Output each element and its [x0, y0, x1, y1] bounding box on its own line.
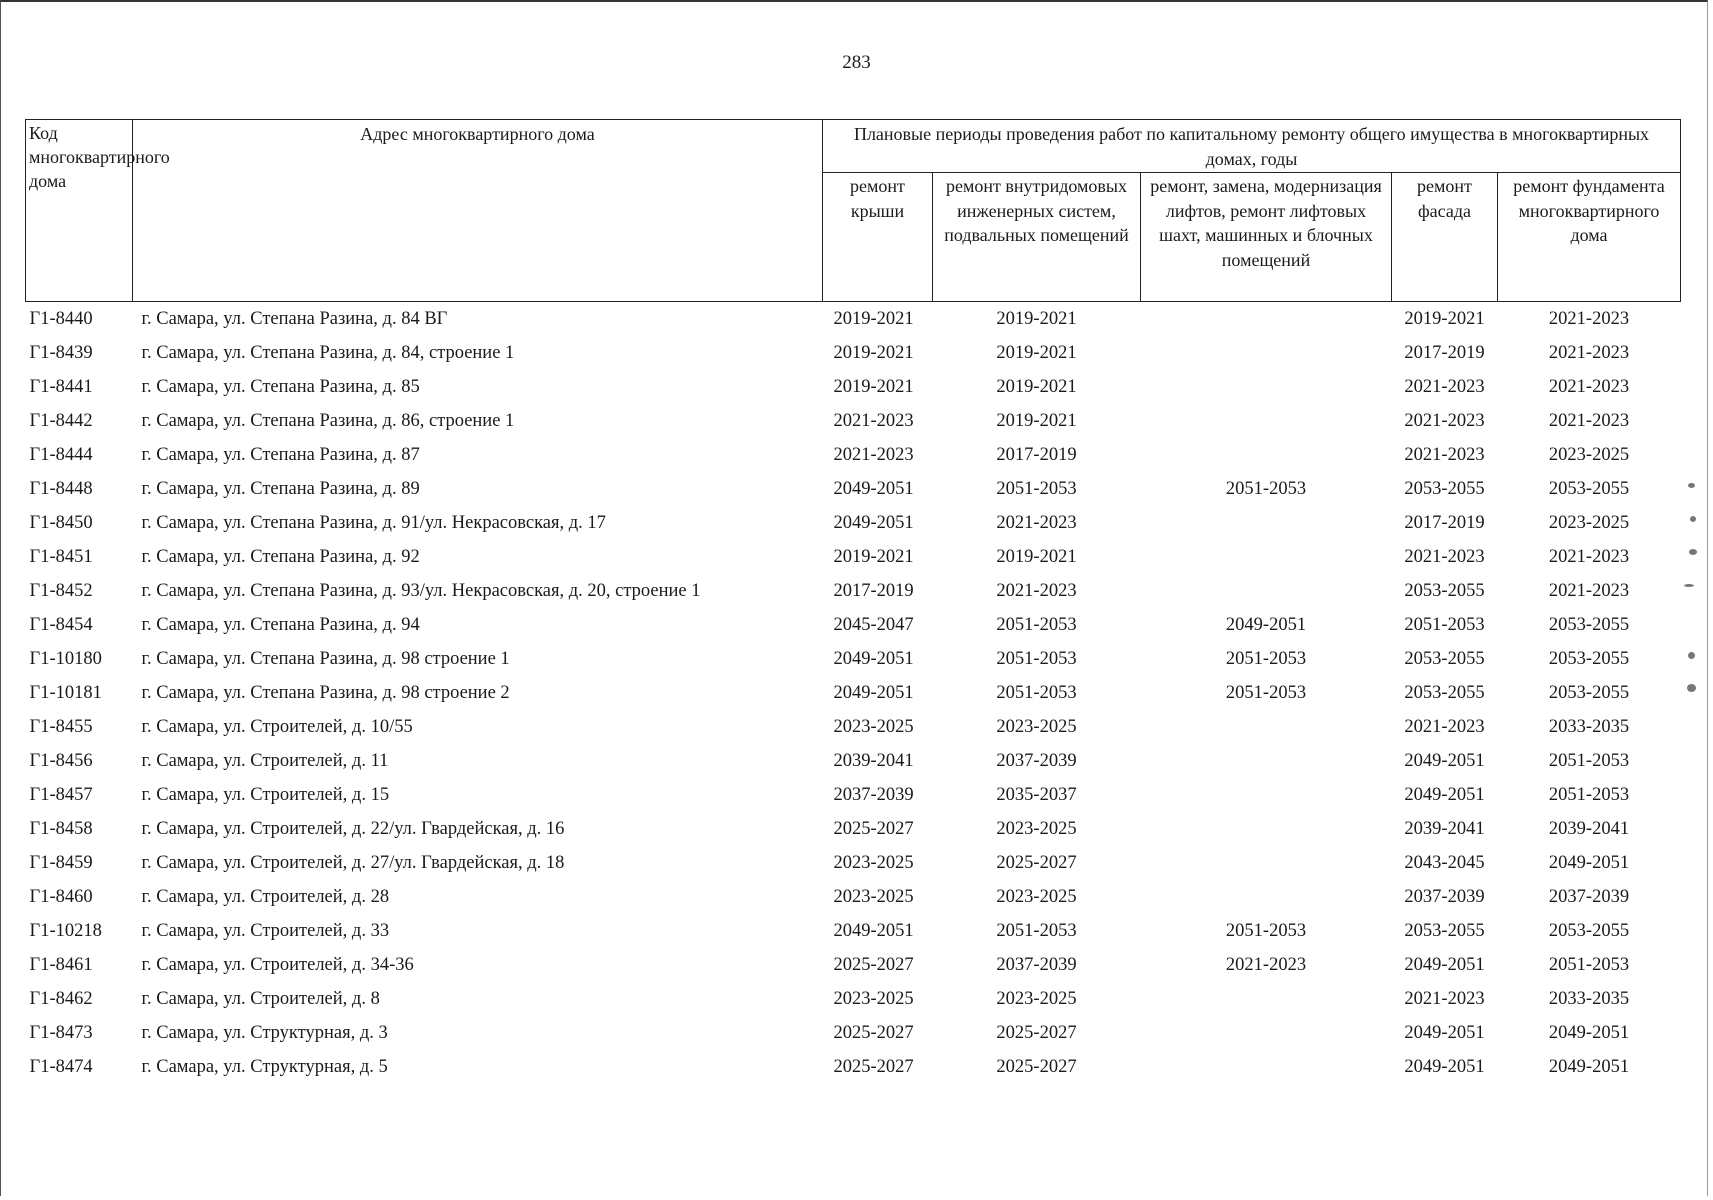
table-row — [26, 744, 1681, 778]
table-row — [26, 948, 1681, 982]
cell-address: г. Самара, ул. Степана Разина, д. 86, строение 1 — [141, 411, 515, 431]
header-facade: ремонт фасада — [1392, 173, 1498, 302]
cell-lifts: 2049-2051 — [1225, 615, 1307, 635]
table-row — [26, 778, 1681, 812]
cell-foundation: 2051-2053 — [1548, 785, 1630, 805]
cell-facade: 2049-2051 — [1404, 751, 1485, 771]
table-row — [26, 506, 1681, 540]
cell-lifts — [1141, 778, 1392, 812]
cell-code: Г1-8442 — [29, 411, 93, 431]
cell-systems: 2037-2039 — [996, 955, 1077, 975]
cell-address: г. Самара, ул. Строителей, д. 8 — [141, 989, 380, 1009]
cell-roof: 2049-2051 — [833, 513, 914, 533]
cell-code: Г1-8456 — [29, 751, 93, 771]
header-roof: ремонт крыши — [823, 173, 933, 302]
cell-foundation: 2033-2035 — [1548, 717, 1630, 737]
cell-foundation: 2051-2053 — [1548, 751, 1630, 771]
cell-lifts — [1141, 404, 1392, 438]
cell-address: г. Самара, ул. Строителей, д. 11 — [141, 751, 389, 771]
cell-roof: 2019-2021 — [833, 343, 914, 363]
table-row — [26, 574, 1681, 608]
table-row — [26, 676, 1681, 710]
cell-lifts — [1141, 846, 1392, 880]
cell-roof: 2019-2021 — [833, 309, 914, 329]
cell-facade: 2019-2021 — [1404, 309, 1485, 329]
header-address: Адрес многоквартирного дома — [133, 120, 823, 302]
table-row — [26, 608, 1681, 642]
cell-address: г. Самара, ул. Степана Разина, д. 93/ул. Некрасовская, д. 20, строение 1 — [141, 581, 701, 601]
cell-code: Г1-8459 — [29, 853, 93, 873]
cell-address: г. Самара, ул. Строителей, д. 34-36 — [141, 955, 414, 975]
cell-systems: 2019-2021 — [996, 411, 1077, 431]
cell-lifts — [1141, 710, 1392, 744]
table-body — [26, 302, 1681, 1085]
cell-systems: 2025-2027 — [996, 1023, 1077, 1043]
cell-lifts — [1141, 812, 1392, 846]
scan-speck — [1688, 483, 1695, 488]
table-row — [26, 540, 1681, 574]
cell-code: Г1-10218 — [29, 921, 102, 941]
cell-systems: 2051-2053 — [996, 615, 1077, 635]
table-row — [26, 880, 1681, 914]
cell-roof: 2025-2027 — [833, 819, 914, 839]
cell-address: г. Самара, ул. Степана Разина, д. 85 — [141, 377, 420, 397]
cell-code: Г1-8450 — [29, 513, 93, 533]
cell-facade: 2053-2055 — [1404, 921, 1485, 941]
cell-code: Г1-8462 — [29, 989, 93, 1009]
cell-roof: 2045-2047 — [833, 615, 914, 635]
cell-systems: 2025-2027 — [996, 1057, 1077, 1077]
cell-systems: 2051-2053 — [996, 683, 1077, 703]
cell-foundation: 2053-2055 — [1548, 683, 1630, 703]
cell-lifts — [1141, 506, 1392, 540]
cell-roof: 2023-2025 — [833, 717, 914, 737]
cell-facade: 2053-2055 — [1404, 479, 1485, 499]
cell-code: Г1-8439 — [29, 343, 93, 363]
cell-foundation: 2023-2025 — [1548, 513, 1630, 533]
cell-systems: 2051-2053 — [996, 479, 1077, 499]
cell-lifts: 2051-2053 — [1225, 479, 1307, 499]
cell-address: г. Самара, ул. Степана Разина, д. 91/ул. Некрасовская, д. 17 — [141, 513, 606, 533]
cell-systems: 2051-2053 — [996, 649, 1077, 669]
cell-facade: 2021-2023 — [1404, 989, 1485, 1009]
cell-facade: 2049-2051 — [1404, 1057, 1485, 1077]
cell-systems: 2019-2021 — [996, 377, 1077, 397]
cell-foundation: 2021-2023 — [1548, 547, 1630, 567]
cell-address: г. Самара, ул. Степана Разина, д. 84 ВГ — [141, 309, 448, 329]
cell-lifts: 2051-2053 — [1225, 921, 1307, 941]
cell-facade: 2049-2051 — [1404, 1023, 1485, 1043]
cell-address: г. Самара, ул. Строителей, д. 15 — [141, 785, 390, 805]
cell-systems: 2023-2025 — [996, 717, 1077, 737]
cell-lifts: 2051-2053 — [1225, 683, 1307, 703]
cell-code: Г1-8473 — [29, 1023, 93, 1043]
cell-code: Г1-8455 — [29, 717, 93, 737]
cell-systems: 2019-2021 — [996, 547, 1077, 567]
cell-facade: 2017-2019 — [1404, 513, 1485, 533]
cell-foundation: 2049-2051 — [1548, 1023, 1630, 1043]
scan-speck — [1690, 516, 1696, 522]
cell-lifts — [1141, 540, 1392, 574]
cell-systems: 2051-2053 — [996, 921, 1077, 941]
cell-code: Г1-8452 — [29, 581, 93, 601]
cell-lifts — [1141, 438, 1392, 472]
cell-address: г. Самара, ул. Степана Разина, д. 87 — [141, 445, 420, 465]
scan-speck — [1687, 684, 1696, 692]
cell-roof: 2023-2025 — [833, 853, 914, 873]
cell-systems: 2037-2039 — [996, 751, 1077, 771]
cell-systems: 2019-2021 — [996, 309, 1077, 329]
cell-code: Г1-8451 — [29, 547, 93, 567]
cell-foundation: 2021-2023 — [1548, 581, 1630, 601]
table-row — [26, 710, 1681, 744]
table-row — [26, 914, 1681, 948]
cell-foundation: 2053-2055 — [1548, 649, 1630, 669]
cell-roof: 2049-2051 — [833, 479, 914, 499]
table-row — [26, 1050, 1681, 1084]
cell-facade: 2053-2055 — [1404, 581, 1485, 601]
cell-facade: 2037-2039 — [1404, 887, 1485, 907]
header-lifts: ремонт, замена, модернизация лифтов, ремонт лифтовых шахт, машинных и блочных помещений — [1141, 173, 1392, 302]
cell-roof: 2037-2039 — [833, 785, 914, 805]
cell-foundation: 2053-2055 — [1548, 479, 1630, 499]
cell-systems: 2021-2023 — [996, 513, 1077, 533]
cell-foundation: 2023-2025 — [1548, 445, 1630, 465]
cell-systems: 2035-2037 — [996, 785, 1077, 805]
header-foundation: ремонт фундамента многоквартирного дома — [1498, 173, 1681, 302]
cell-facade: 2021-2023 — [1404, 547, 1485, 567]
cell-foundation: 2021-2023 — [1548, 411, 1630, 431]
cell-roof: 2021-2023 — [833, 445, 914, 465]
cell-facade: 2021-2023 — [1404, 717, 1485, 737]
cell-address: г. Самара, ул. Степана Разина, д. 84, строение 1 — [141, 343, 515, 363]
cell-facade: 2021-2023 — [1404, 377, 1485, 397]
cell-facade: 2049-2051 — [1404, 955, 1485, 975]
cell-code: Г1-8458 — [29, 819, 93, 839]
cell-roof: 2023-2025 — [833, 887, 914, 907]
page-number: 283 — [842, 52, 871, 73]
cell-address: г. Самара, ул. Строителей, д. 10/55 — [141, 717, 413, 737]
cell-lifts — [1141, 880, 1392, 914]
cell-foundation: 2033-2035 — [1548, 989, 1630, 1009]
cell-address: г. Самара, ул. Степана Разина, д. 92 — [141, 547, 420, 567]
cell-code: Г1-8460 — [29, 887, 93, 907]
table-row — [26, 404, 1681, 438]
cell-lifts — [1141, 370, 1392, 404]
table-row — [26, 812, 1681, 846]
cell-address: г. Самара, ул. Структурная, д. 5 — [141, 1057, 388, 1077]
table-row — [26, 846, 1681, 880]
cell-code: Г1-8444 — [29, 445, 93, 465]
cell-systems: 2023-2025 — [996, 989, 1077, 1009]
table-row — [26, 642, 1681, 676]
cell-facade: 2021-2023 — [1404, 411, 1485, 431]
cell-roof: 2049-2051 — [833, 649, 914, 669]
cell-systems: 2023-2025 — [996, 819, 1077, 839]
capital-repair-table — [25, 119, 1681, 1084]
scan-speck — [1689, 549, 1697, 555]
cell-systems: 2023-2025 — [996, 887, 1077, 907]
cell-lifts: 2051-2053 — [1225, 649, 1307, 669]
cell-facade: 2039-2041 — [1404, 819, 1485, 839]
header-planned-periods: Плановые периоды проведения работ по капитальному ремонту общего имущества в многоквартирных домах, годы — [823, 120, 1681, 173]
table-row — [26, 302, 1681, 337]
cell-roof: 2039-2041 — [833, 751, 914, 771]
cell-code: Г1-8440 — [29, 309, 93, 329]
cell-code: Г1-10180 — [29, 649, 102, 669]
cell-roof: 2023-2025 — [833, 989, 914, 1009]
cell-address: г. Самара, ул. Строителей, д. 28 — [141, 887, 390, 907]
cell-systems: 2025-2027 — [996, 853, 1077, 873]
cell-address: г. Самара, ул. Строителей, д. 27/ул. Гвардейская, д. 18 — [141, 853, 565, 873]
cell-address: г. Самара, ул. Степана Разина, д. 94 — [141, 615, 420, 635]
table-header — [26, 120, 1681, 302]
cell-lifts — [1141, 744, 1392, 778]
table-row — [26, 438, 1681, 472]
cell-facade: 2051-2053 — [1404, 615, 1485, 635]
cell-systems: 2017-2019 — [996, 445, 1077, 465]
cell-roof: 2019-2021 — [833, 377, 914, 397]
cell-roof: 2049-2051 — [833, 921, 914, 941]
table-row — [26, 982, 1681, 1016]
cell-code: Г1-8448 — [29, 479, 93, 499]
cell-roof: 2025-2027 — [833, 1057, 914, 1077]
header-code: Код многоквартирного дома — [26, 120, 133, 302]
cell-address: г. Самара, ул. Степана Разина, д. 89 — [141, 479, 420, 499]
cell-foundation: 2051-2053 — [1548, 955, 1630, 975]
table-row — [26, 1016, 1681, 1050]
cell-roof: 2049-2051 — [833, 683, 914, 703]
cell-foundation: 2039-2041 — [1548, 819, 1630, 839]
cell-foundation: 2037-2039 — [1548, 887, 1630, 907]
table-row — [26, 370, 1681, 404]
cell-systems: 2019-2021 — [996, 343, 1077, 363]
cell-code: Г1-8454 — [29, 615, 93, 635]
cell-facade: 2049-2051 — [1404, 785, 1485, 805]
cell-lifts — [1141, 1050, 1392, 1084]
cell-address: г. Самара, ул. Степана Разина, д. 98 строение 2 — [141, 683, 510, 703]
cell-roof: 2025-2027 — [833, 1023, 914, 1043]
cell-lifts — [1141, 1016, 1392, 1050]
cell-facade: 2021-2023 — [1404, 445, 1485, 465]
cell-foundation: 2021-2023 — [1548, 309, 1630, 329]
cell-foundation: 2053-2055 — [1548, 615, 1630, 635]
cell-roof: 2017-2019 — [833, 581, 914, 601]
table-row — [26, 336, 1681, 370]
cell-code: Г1-8474 — [29, 1057, 93, 1077]
cell-lifts — [1141, 574, 1392, 608]
scan-speck — [1688, 652, 1695, 659]
cell-code: Г1-8461 — [29, 955, 93, 975]
cell-code: Г1-8457 — [29, 785, 93, 805]
cell-foundation: 2049-2051 — [1548, 1057, 1630, 1077]
cell-roof: 2019-2021 — [833, 547, 914, 567]
cell-code: Г1-8441 — [29, 377, 93, 397]
cell-lifts — [1141, 302, 1392, 337]
cell-facade: 2043-2045 — [1404, 853, 1485, 873]
header-engineering-systems: ремонт внутридомовых инженерных систем, подвальных помещений — [933, 173, 1141, 302]
cell-code: Г1-10181 — [29, 683, 102, 703]
cell-foundation: 2053-2055 — [1548, 921, 1630, 941]
cell-address: г. Самара, ул. Строителей, д. 22/ул. Гвардейская, д. 16 — [141, 819, 565, 839]
cell-lifts — [1141, 336, 1392, 370]
cell-foundation: 2049-2051 — [1548, 853, 1630, 873]
scan-speck — [1684, 584, 1694, 587]
cell-foundation: 2021-2023 — [1548, 343, 1630, 363]
cell-address: г. Самара, ул. Строителей, д. 33 — [141, 921, 390, 941]
cell-facade: 2053-2055 — [1404, 683, 1485, 703]
cell-lifts: 2021-2023 — [1225, 955, 1307, 975]
cell-roof: 2021-2023 — [833, 411, 914, 431]
cell-address: г. Самара, ул. Степана Разина, д. 98 строение 1 — [141, 649, 510, 669]
cell-facade: 2017-2019 — [1404, 343, 1485, 363]
cell-systems: 2021-2023 — [996, 581, 1077, 601]
cell-facade: 2053-2055 — [1404, 649, 1485, 669]
cell-foundation: 2021-2023 — [1548, 377, 1630, 397]
table-row — [26, 472, 1681, 506]
cell-lifts — [1141, 982, 1392, 1016]
cell-roof: 2025-2027 — [833, 955, 914, 975]
cell-address: г. Самара, ул. Структурная, д. 3 — [141, 1023, 388, 1043]
